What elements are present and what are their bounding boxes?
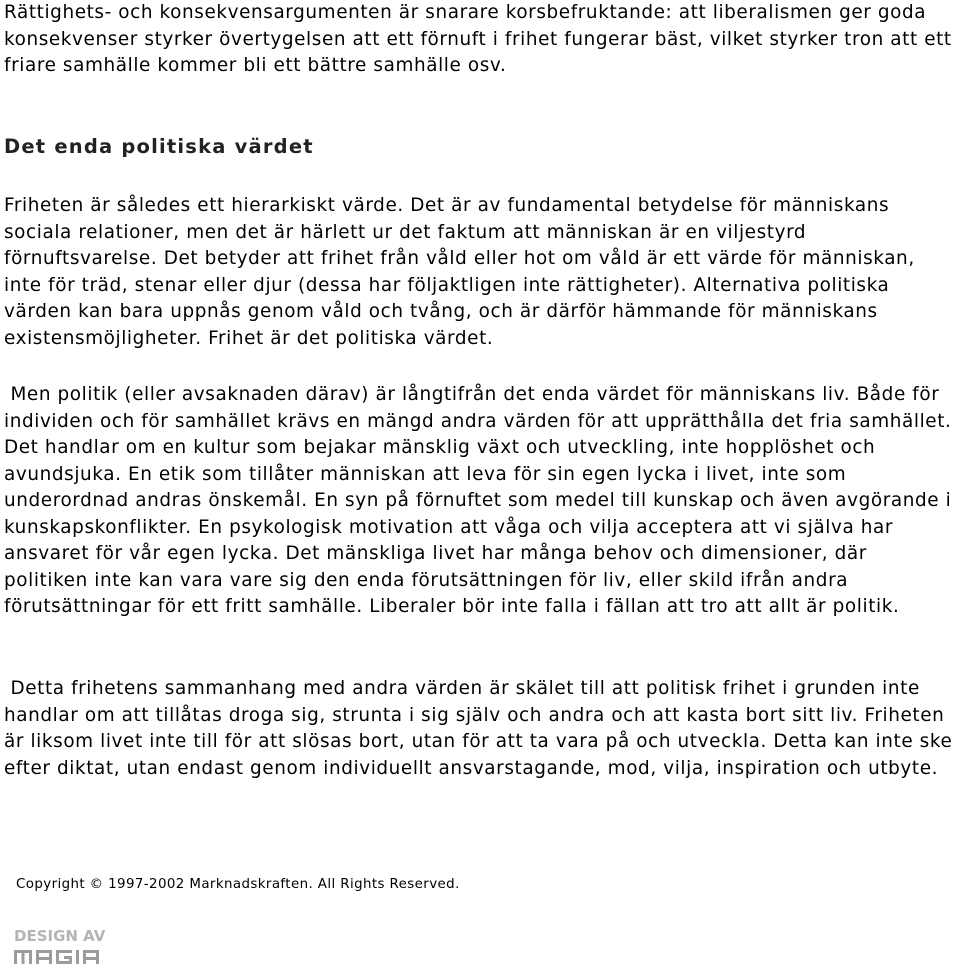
- logo-line-1: DESIGN AV: [14, 927, 106, 945]
- paragraph-1: Friheten är således ett hierarkiskt värde. Det är av fundamental betydelse för människans sociala relationer, men det är härlett ur det faktum att människan är en viljestyrd förnuftsvarelse. Det betyder att frihet från våld eller hot om våld är ett värde för människan, inte för träd, stenar eller djur (dessa har följaktligen inte rättigheter). Alternativa politiska värden kan bara uppnås genom våld och tvång, och är därför hämmande för människans existensmöjligheter. Frihet är det politiska värdet.: [4, 195, 915, 349]
- intro-paragraph: Rättighets- och konsekvensargumenten är snarare korsbefruktande: att liberalismen ger goda konsekvenser styrker övertygelsen att ett förnuft i frihet fungerar bäst, vilket styrker tron att ett friare samhälle kommer bli ett bättre samhälle osv.: [4, 2, 952, 76]
- paragraph-3: Detta frihetens sammanhang med andra värden är skälet till att politisk frihet i grunden inte handlar om att tillåtas droga sig, strunta i sig själv och andra och att kasta bort sitt liv. Friheten är liksom livet inte till för att slösas bort, utan för att ta vara på och utveckla. Detta kan inte ske efter diktat, utan endast genom individuellt ansvarstagande, mod, vilja, inspiration och utbyte.: [4, 678, 959, 779]
- paragraph-2: Men politik (eller avsaknaden därav) är långtifrån det enda värdet för människans liv. Både för individen och för samhället krävs en mängd andra värden för att upprätthålla det fria samhället. Det handlar om en kultur som bejakar mänsklig växt och utveckling, inte hopplöshet och avundsjuka. En etik som tillåter människan att leva för sin egen lycka i livet, inte som underordnad andras önskemål. En syn på förnuftet som medel till kunskap och även avgörande i kunskapskonflikter. En psykologisk motivation att våga och vilja acceptera att vi själva har ansvaret för vår egen lycka. Det mänskliga livet har många behov och dimensioner, där politiken inte kan vara vare sig den enda förutsättningen för liv, eller skild ifrån andra förutsättningar för ett fritt samhälle. Liberaler bör inte falla i fällan att tro att allt är politik.: [4, 384, 958, 617]
- copyright-notice: Copyright © 1997-2002 Marknadskraften. All Rights Reserved.: [16, 877, 460, 892]
- section-heading: Det enda politiska värdet: [4, 135, 314, 158]
- design-logo-graphic: [12, 924, 108, 966]
- design-by-logo[interactable]: [12, 924, 108, 966]
- logo-mark: [14, 950, 99, 964]
